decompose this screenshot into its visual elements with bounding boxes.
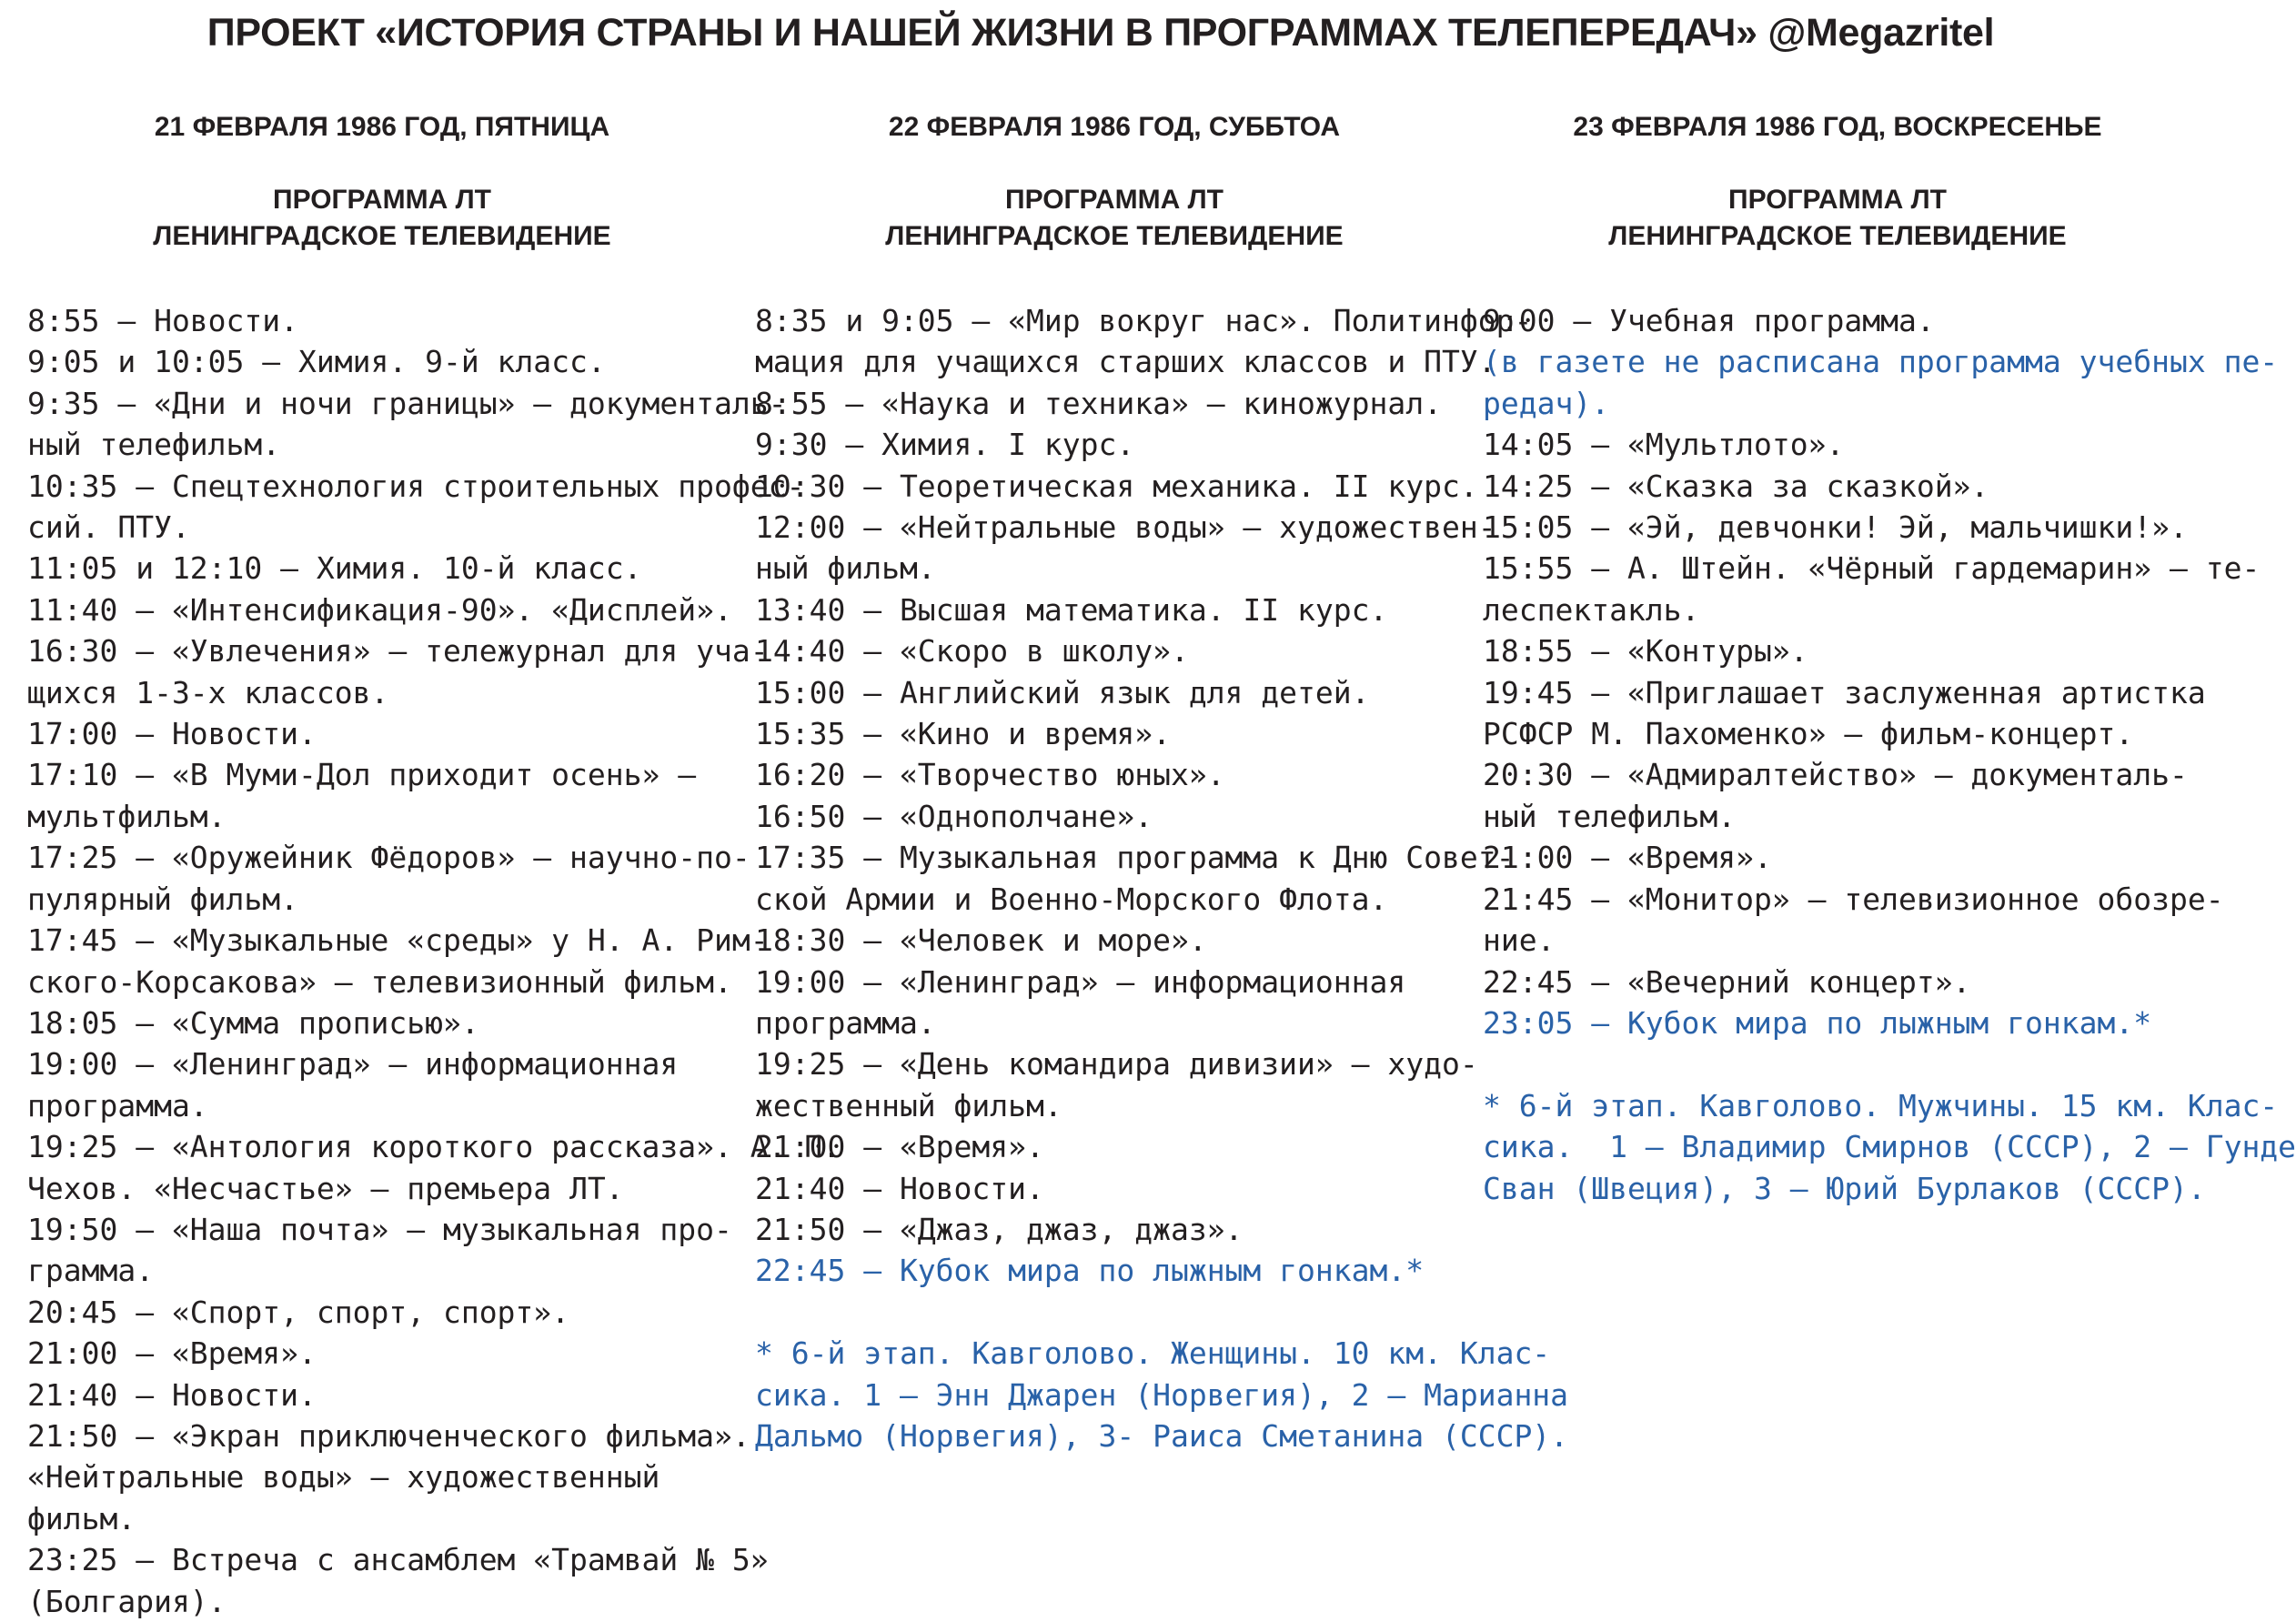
column-date: 22 ФЕВРАЛЯ 1986 ГОД, СУББТОА [888, 112, 1341, 142]
program-listing: 8:55 — Новости. 9:05 и 10:05 — Химия. 9-й класс. 9:35 — «Дни и ночи границы» — документаль- ный телефильм. 10:35 — Спецтехнология строительных профес- сий. ПТУ. 11:05 и 12:10 — Химия. 10-й класс. 11:40 — «Интенсификация-90». «Дисплей». 16:30 — «Увлечения» — тележурнал для уча- щихся 1-3-х классов. 17:00 — Новости. 17:10 — «В Муми-Дол приходит осень» — мультфильм. 17:25 — «Оружейник Фёдоров» — научно-по- пулярный фильм. 17:45 — «Музыкальные «среды» у Н. А. Рим- ского-Корсакова» — телевизионный фильм. 18:05 — «Сумма прописью». 19:00 — «Ленинград» — информационная программа. 19:25 — «Антология короткого рассказа». А. П. Чехов. «Несчастье» — премьера ЛТ. 19:50 — «Наша почта» — музыкальная про- грамма. 20:45 — «Спорт, спорт, спорт». 21:00 — «Время». 21:40 — Новости. 21:50 — «Экран приключенческого фильма». «Нейтральные воды» — художественный фильм. 23:25 — Встреча с ансамблем «Трамвай № 5» (Болгария). [27, 303, 841, 1619]
footnote: * 6-й этап. Кавголово. Женщины. 10 км. Клас- сика. 1 – Энн Джарен (Норвегия), 2 – Марианна Дальмо (Норвегия), 3- Раиса Сметанина (СССР). [755, 1335, 1569, 1454]
schedule-column-friday [27, 109, 841, 1622]
spacer [755, 1292, 1474, 1333]
program-listing: 8:35 и 9:05 — «Мир вокруг нас». Политинфор- мация для учащихся старших классов и ПТУ. 8:55 — «Наука и техника» — киножурнал. 9:30 — Химия. I курс. 10:30 — Теоретическая механика. II курс. 12:00 — «Нейтральные воды» — художествен- ный фильм. 13:40 — Высшая математика. II курс. 14:40 — «Скоро в школу». 15:00 — Английский язык для детей. 15:35 — «Кино и время». 16:20 — «Творчество юных». 16:50 — «Однополчане». 17:35 — Музыкальная программа к Дню Совет- ской Армии и Военно-Морского Флота. 18:30 — «Человек и море». 19:00 — «Ленинград» — информационная программа. 19:25 — «День командира дивизии» — худо- жественный фильм. 21:00 — «Время». 21:40 — Новости. 21:50 — «Джаз, джаз, джаз». [755, 303, 1533, 1247]
channel-name: ПРОГРАММА ЛТ ЛЕНИНГРАДСКОЕ ТЕЛЕВИДЕНИЕ [153, 185, 611, 251]
program-listing: 14:05 — «Мультлото». 14:25 — «Сказка за сказкой». 15:05 — «Эй, девчонки! Эй, мальчишки!». 15:55 — А. Штейн. «Чёрный гардемарин» — те- леспектакль. 18:55 — «Контуры». 19:45 — «Приглашает заслуженная артистка РСФСР М. Пахоменко» — фильм-концерт. 20:30 — «Адмиралтейство» — документаль- ный телефильм. 21:00 — «Время». 21:45 — «Монитор» — телевизионное обозре- ние. 22:45 — «Вечерний концерт». [1483, 427, 2261, 1000]
channel-name: ПРОГРАММА ЛТ ЛЕНИНГРАДСКОЕ ТЕЛЕВИДЕНИЕ [885, 185, 1344, 251]
page-title: ПРОЕКТ «ИСТОРИЯ СТРАНЫ И НАШЕЙ ЖИЗНИ В ПРОГРАММАХ ТЕЛЕПЕРЕДАЧ» @Megazritel [206, 11, 1995, 55]
editorial-remark: (в газете не расписана программа учебных пе- редач). [1483, 344, 2279, 421]
column-date: 21 ФЕВРАЛЯ 1986 ГОД, ПЯТНИЦА [154, 112, 610, 142]
schedule-column-sunday [1483, 109, 2296, 1209]
channel-name: ПРОГРАММА ЛТ ЛЕНИНГРАДСКОЕ ТЕЛЕВИДЕНИЕ [1608, 185, 2067, 251]
footnote: * 6-й этап. Кавголово. Мужчины. 15 км. Клас- сика. 1 – Владимир Смирнов (СССР), 2 – Гунде Сван (Швеция), 3 – Юрий Бурлаков (СССР). [1483, 1087, 2296, 1206]
ski-cup-listing: 22:45 — Кубок мира по лыжным гонкам.* [755, 1253, 1425, 1289]
column-date: 23 ФЕВРАЛЯ 1986 ГОД, ВОСКРЕСЕНЬЕ [1573, 112, 2102, 142]
schedule-column-saturday [755, 109, 1569, 1456]
ski-cup-listing: 23:05 — Кубок мира по лыжным гонкам.* [1483, 1004, 2152, 1041]
spacer [1483, 1043, 2192, 1084]
program-listing-morning: 9:00 — Учебная программа. [1483, 303, 1935, 338]
